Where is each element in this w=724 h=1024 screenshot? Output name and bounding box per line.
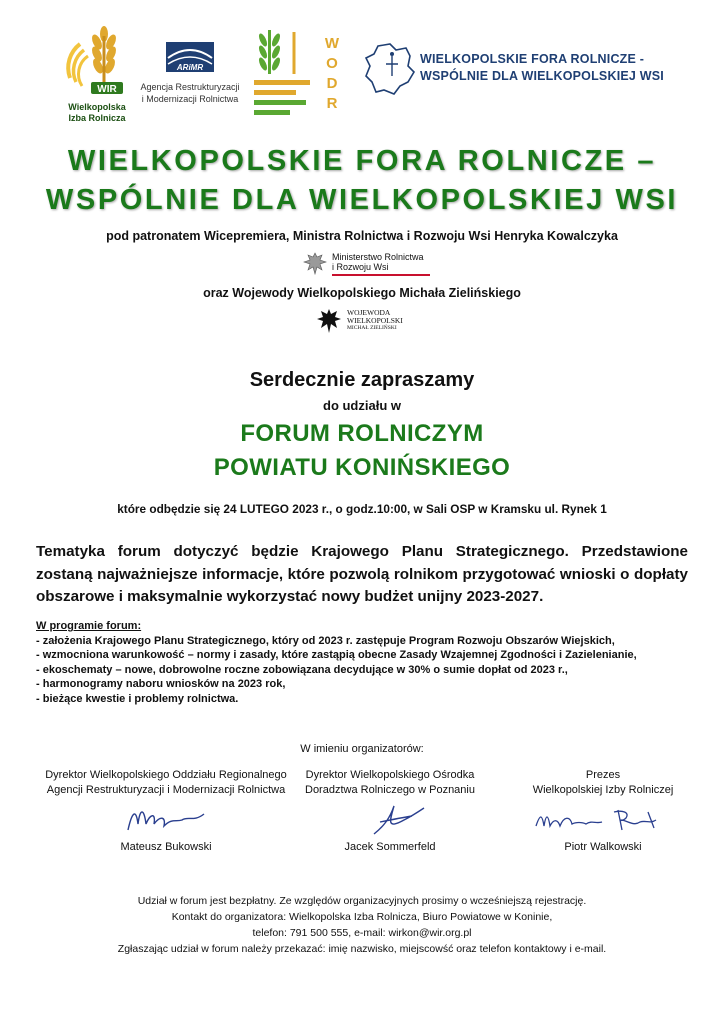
forum-title-line1: FORUM ROLNICZYM xyxy=(240,420,484,447)
arimr-logo-line2: i Modernizacji Rolnictwa xyxy=(141,94,239,104)
signature-icon xyxy=(122,802,212,838)
wheat-icon xyxy=(56,22,138,102)
black-eagle-icon xyxy=(315,306,343,336)
program-section xyxy=(36,619,696,707)
fora-logo xyxy=(362,42,682,96)
main-title-line1: WIELKOPOLSKIE FORA ROLNICZE – xyxy=(67,145,657,177)
signatory-name: Jacek Sommerfeld xyxy=(344,841,436,853)
topic-paragraph: Tematyka forum dotyczyć będzie Krajowego Planu Strategicznego. Przedstawione zostaną najważniejsze informacje, które pozwolą rolnikom przygotować wnioski o dopłaty obszarowe i maksymalnie wykorzystać nowy budżet unijny 2023-2027. xyxy=(36,543,688,605)
signatory-name: Mateusz Bukowski xyxy=(120,841,212,853)
main-title-line2: WSPÓLNIE DLA WIELKOPOLSKIEJ WSI xyxy=(45,184,679,216)
program-item: - założenia Krajowego Planu Strategicznego, który od 2023 r. zastępuje Program Rozwoju Obszarów Wiejskich, xyxy=(36,634,615,647)
signatory-role-line2: Doradztwa Rolniczego w Poznaniu xyxy=(305,784,475,796)
wir-logo-line1: Wielkopolska xyxy=(68,102,126,112)
wielkopolska-map-icon xyxy=(362,42,418,96)
forum-title-line2: POWIATU KONIŃSKIEGO xyxy=(213,454,511,481)
svg-text:WIR: WIR xyxy=(97,84,117,95)
signature-icon xyxy=(530,802,680,838)
eagle-emblem-icon xyxy=(302,250,328,278)
footer-line1: Udział w forum jest bezpłatny. Ze względów organizacyjnych prosimy o wcześniejszą rejestrację. xyxy=(137,895,587,907)
wojewoda-line: oraz Wojewody Wielkopolskiego Michała Zielińskiego xyxy=(203,286,521,300)
signatory-role-line1: Dyrektor Wielkopolskiego Ośrodka xyxy=(305,769,475,781)
wodr-letters: WODR xyxy=(324,35,340,112)
program-item: - wzmocniona warunkowość – normy i zasady, które zastąpią obecne Zasady Wzajemnej Zgodności i Zazielenianie, xyxy=(36,649,637,662)
ministry-logo-line1: Ministerstwo Rolnictwa xyxy=(332,252,424,262)
signatory-role-line1: Dyrektor Wielkopolskiego Oddziału Regionalnego xyxy=(45,769,287,781)
signatory-role-line1: Prezes xyxy=(585,769,621,781)
footer-phone-email: telefon: 791 500 555, e-mail: wirkon@wir.org.pl xyxy=(252,927,472,939)
ministry-logo-line2: i Rozwoju Wsi xyxy=(332,262,389,272)
ministry-logo-bar xyxy=(332,274,430,276)
invitation-sub: do udziału w xyxy=(323,398,401,413)
wojewoda-logo-line1: WOJEWODA xyxy=(347,308,391,317)
invitation-main: Serdecznie zapraszamy xyxy=(249,369,475,391)
program-list xyxy=(36,634,696,707)
program-item: - harmonogramy naboru wniosków na 2023 rok, xyxy=(36,678,286,691)
wir-logo xyxy=(56,22,138,126)
program-item: - bieżące kwestie i problemy rolnictwa. xyxy=(36,692,239,705)
wir-logo-line2: Izba Rolnicza xyxy=(68,113,126,123)
signatory-wodr xyxy=(300,768,480,853)
svg-text:ARiMR: ARiMR xyxy=(176,63,204,72)
wojewoda-logo xyxy=(315,306,425,338)
arimr-emblem-icon xyxy=(140,38,236,78)
signature-icon xyxy=(360,800,430,838)
signatory-arimr xyxy=(30,768,302,853)
fora-logo-line2: WSPÓLNIE DLA WIELKOPOLSKIEJ WSI xyxy=(420,69,664,83)
signatory-role-line2: Wielkopolskiej Izby Rolniczej xyxy=(532,784,674,796)
program-heading: W programie forum: xyxy=(36,620,142,632)
organizers-heading: W imieniu organizatorów: xyxy=(300,743,424,755)
wojewoda-logo-line2: WIELKOPOLSKI xyxy=(347,316,403,325)
patronage-line: pod patronatem Wicepremiera, Ministra Rolnictwa i Rozwoju Wsi Henryka Kowalczyka xyxy=(106,229,618,243)
arimr-logo xyxy=(140,38,240,118)
signatory-role-line2: Agencji Restrukturyzacji i Modernizacji Rolnictwa xyxy=(46,784,286,796)
fora-logo-line1: WIELKOPOLSKIE FORA ROLNICZE - xyxy=(420,52,645,66)
arimr-logo-line1: Agencja Restrukturyzacji xyxy=(140,82,240,92)
signatory-name: Piotr Walkowski xyxy=(564,841,642,853)
signatory-wir xyxy=(508,768,698,853)
wodr-logo xyxy=(252,26,350,122)
program-item: - ekoschematy – nowe, dobrowolne roczne zobowiązana decydujące w 30% o sumie dopłat od 2023 r., xyxy=(36,663,568,676)
event-details: które odbędzie się 24 LUTEGO 2023 r., o godz.10:00, w Sali OSP w Kramsku ul. Rynek 1 xyxy=(117,502,607,516)
wojewoda-logo-line3: MICHAŁ ZIELIŃSKI xyxy=(347,325,397,331)
footer-contact: Kontakt do organizatora: Wielkopolska Izba Rolnicza, Biuro Powiatowe w Koninie, xyxy=(171,911,553,923)
footer-registration-info: Zgłaszając udział w forum należy przekazać: imię nazwisko, miejscowść oraz telefon kontaktowy i e-mail. xyxy=(117,943,607,955)
ministry-logo xyxy=(302,250,432,280)
